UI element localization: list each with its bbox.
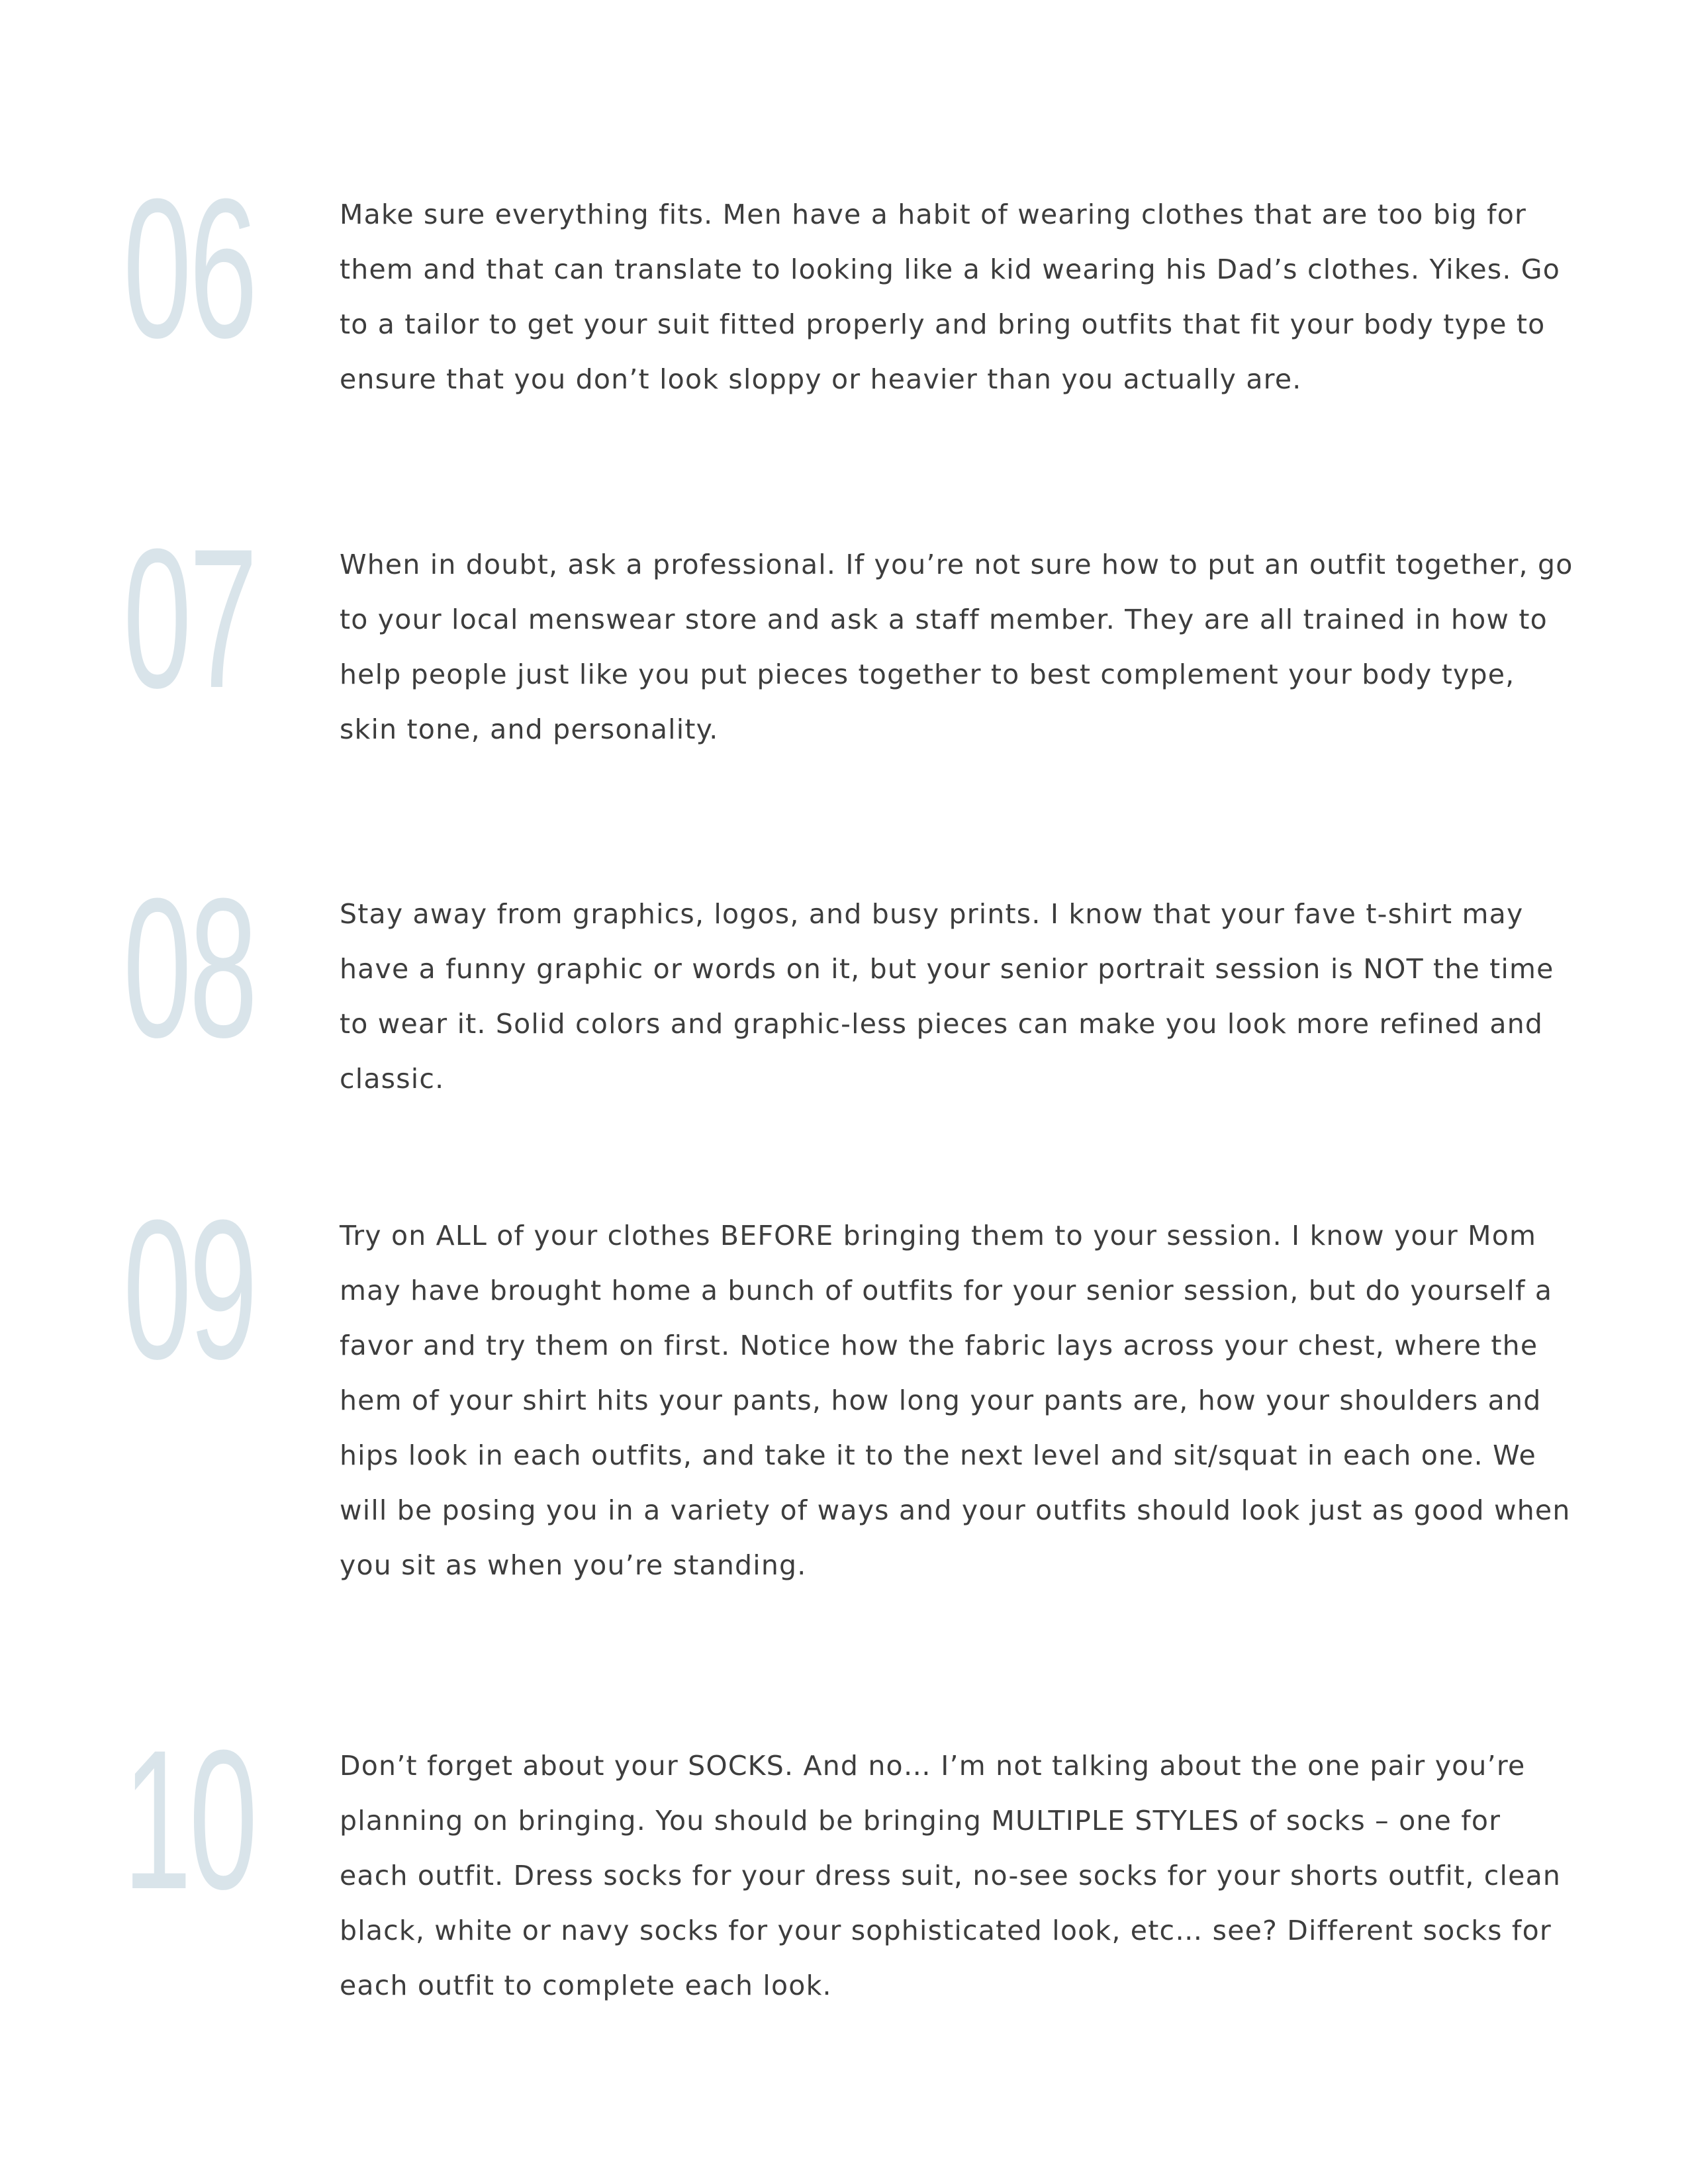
tip-text: Stay away from graphics, logos, and busy prints. I know that your fave t-shirt may have a funny graphic or words on it, but your senior portrait session is NOT the time to wear it. Solid colors and graphic-less pieces can make you look more refined and classic. xyxy=(340,898,1554,1095)
tip-text: When in doubt, ask a professional. If you’re not sure how to put an outfit together, go to your local menswear store and ask a staff member. They are all trained in how to help people just like you put pieces together to best complement your body type, skin tone, and personality. xyxy=(340,549,1573,745)
tip-number: 08 xyxy=(123,856,256,1079)
tip-number: 07 xyxy=(123,507,256,729)
tip-number: 10 xyxy=(123,1708,256,1931)
tip-text: Make sure everything fits. Men have a habit of wearing clothes that are too big for them and that can translate to looking like a kid wearing his Dad’s clothes. Yikes. Go to a tailor to get your suit fitted properly and bring outfits that fit your body type to ensure that you don’t look sloppy or heavier than you actually are. xyxy=(340,199,1561,395)
tip-text: Try on ALL of your clothes BEFORE bringing them to your session. I know your Mom may have brought home a bunch of outfits for your senior session, but do yourself a favor and try them on first. Notice how the fabric lays across your chest, where the hem of your shirt hits your pants, how long your pants are, how your shoulders and hips look in each outfits, and take it to the next level and sit/squat in each one. We will be posing you in a variety of ways and your outfits should look just as good when you sit as when you’re standing. xyxy=(340,1220,1571,1581)
tip-number: 09 xyxy=(123,1178,256,1400)
tip-text: Don’t forget about your SOCKS. And no… I’m not talking about the one pair you’re planning on bringing. You should be bringing MULTIPLE STYLES of socks – one for each outfit. Dress socks for your dress suit, no-see socks for your shorts outfit, clean black, white or navy socks for your sophisticated look, etc… see? Different socks for each outfit to complete each look. xyxy=(340,1750,1562,2001)
tip-number: 06 xyxy=(123,157,256,379)
